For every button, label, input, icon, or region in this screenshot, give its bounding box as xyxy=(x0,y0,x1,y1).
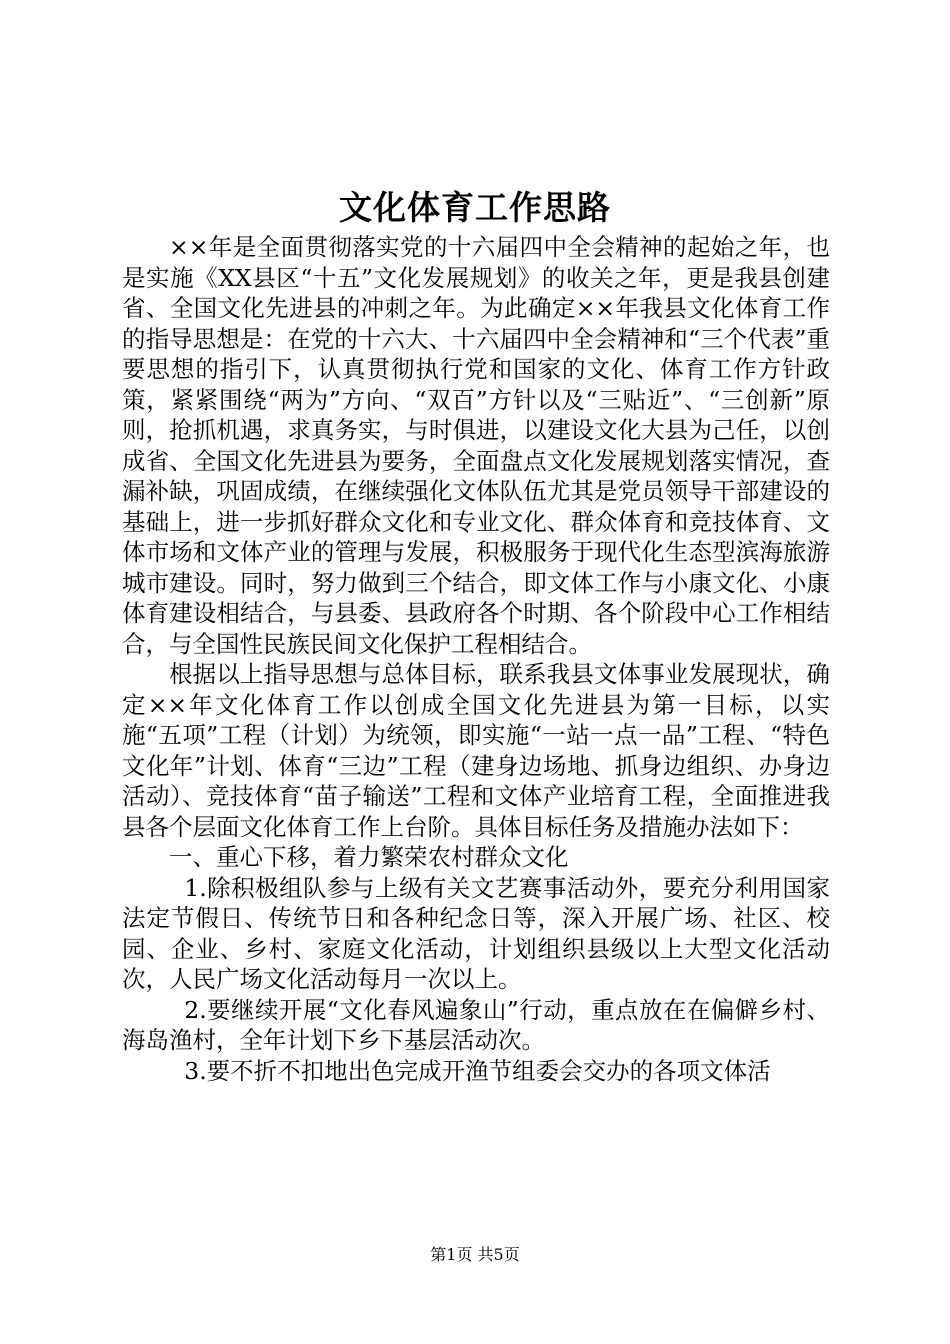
paragraph-overall-goal: 根据以上指导思想与总体目标，联系我县文体事业发展现状，确定××年文化体育工作以创成全国文化先进县为第一目标，以实施“五项”工程（计划）为统领，即实施“一站一点一品”工程、“特色文化年”计划、体育“三边”工程（建身边场地、抓身边组织、办身边活动）、竞技体育“苗子输送”工程和文体产业培育工程，全面推进我县各个层面文化体育工作上台阶。具体目标任务及措施办法如下： xyxy=(122,660,830,841)
document-body xyxy=(122,232,830,1086)
page-number-footer: 第1页 共5页 xyxy=(430,1245,520,1264)
list-item: 3.要不折不扣地出色完成开渔节组委会交办的各项文体活 xyxy=(184,1056,771,1085)
document-title: 文化体育工作思路 xyxy=(339,188,611,227)
section-heading: 一、重心下移，着力繁荣农村群众文化 xyxy=(169,843,569,871)
list-item: 2.要继续开展“文化春风遍象山”行动，重点放在在偏僻乡村、海岛渔村，全年计划下乡下基层活动次。 xyxy=(122,995,830,1054)
paragraph-guiding-ideology: ××年是全面贯彻落实党的十六届四中全会精神的起始之年，也是实施《XX县区“十五”文化发展规划》的收关之年，更是我县创建省、全国文化先进县的冲刺之年。为此确定××年我县文化体育工作的指导思想是：在党的十六大、十六届四中全会精神和“三个代表”重要思想的指引下，认真贯彻执行党和国家的文化、体育工作方针政策，紧紧围绕“两为”方向、“双百”方针以及“三贴近”、“三创新”原则，抢抓机遇，求真务实，与时俱进，以建设文化大县为己任，以创成省、全国文化先进县为要务，全面盘点文化发展规划落实情况，查漏补缺，巩固成绩，在继续强化文体队伍尤其是党员领导干部建设的基础上，进一步抓好群众文化和专业文化、群众体育和竞技体育、文体市场和文体产业的管理与发展，积极服务于现代化生态型滨海旅游城市建设。同时，努力做到三个结合，即文体工作与小康文化、小康体育建设相结合，与县委、县政府各个时期、各个阶段中心工作相结合，与全国性民族民间文化保护工程相结合。 xyxy=(122,233,830,658)
list-item: 1.除积极组队参与上级有关文艺赛事活动外，要充分利用国家法定节假日、传统节日和各种纪念日等，深入开展广场、社区、校园、企业、乡村、家庭文化活动，计划组织县级以上大型文化活动次，人民广场文化活动每月一次以上。 xyxy=(122,873,830,993)
